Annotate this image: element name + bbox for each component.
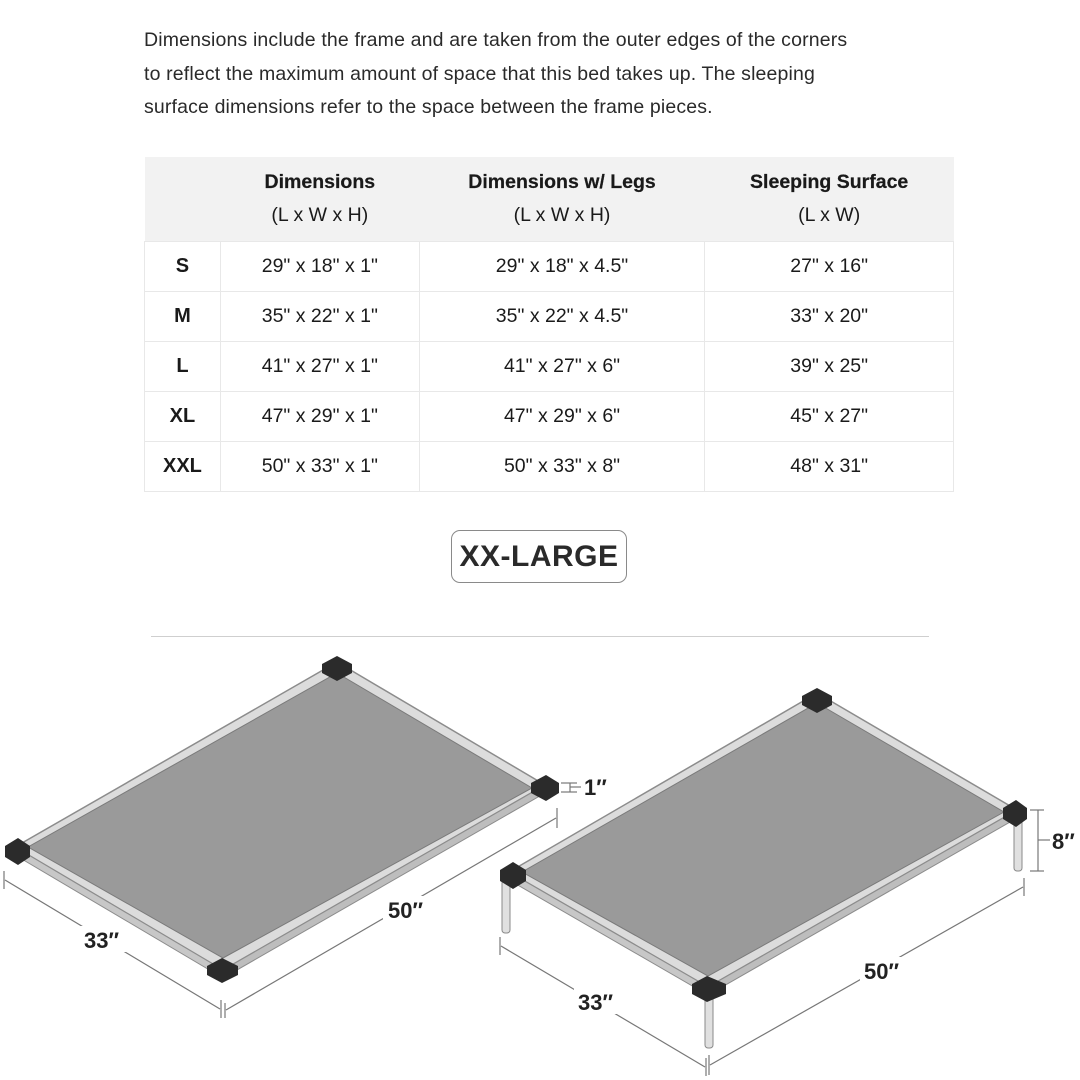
bed-mesh <box>522 703 1004 976</box>
bed-dimensions-illustration <box>0 640 1080 1080</box>
header-dimensions: Dimensions (L x W x H) <box>220 157 419 242</box>
length-label: 50″ <box>864 959 900 984</box>
table-row <box>145 292 954 342</box>
height-marker <box>561 783 581 792</box>
table-row <box>145 392 954 442</box>
width-label: 33″ <box>578 990 614 1015</box>
surface-cell: 39" x 25" <box>705 342 954 392</box>
table-row <box>145 242 954 292</box>
description-line-2: to reflect the maximum amount of space that this bed takes up. The sleeping <box>144 62 816 85</box>
bed-without-legs-illustration <box>4 656 607 1018</box>
surface-cell: 45" x 27" <box>705 392 954 442</box>
height-label: 8″ <box>1052 829 1075 854</box>
size-cell: S <box>145 242 221 292</box>
height-marker <box>1030 810 1050 871</box>
width-label: 33″ <box>84 928 120 953</box>
size-cell: L <box>145 342 221 392</box>
dimensions-legs-cell: 29" x 18" x 4.5" <box>419 242 705 292</box>
surface-cell: 33" x 20" <box>705 292 954 342</box>
table-header-row <box>145 157 954 242</box>
dimensions-cell: 41" x 27" x 1" <box>220 342 419 392</box>
surface-cell: 48" x 31" <box>705 442 954 492</box>
size-cell: M <box>145 292 221 342</box>
dimensions-legs-cell: 35" x 22" x 4.5" <box>419 292 705 342</box>
dimensions-cell: 47" x 29" x 1" <box>220 392 419 442</box>
dimensions-cell: 29" x 18" x 1" <box>220 242 419 292</box>
section-divider <box>151 636 929 637</box>
bed-with-legs-illustration <box>500 688 1075 1076</box>
dimensions-cell: 35" x 22" x 1" <box>220 292 419 342</box>
bed-mesh <box>28 673 532 958</box>
surface-cell: 27" x 16" <box>705 242 954 292</box>
size-cell: XXL <box>145 442 221 492</box>
description-text <box>144 24 944 125</box>
dimensions-legs-cell: 50" x 33" x 8" <box>419 442 705 492</box>
table-row <box>145 442 954 492</box>
header-dimensions-with-legs: Dimensions w/ Legs (L x W x H) <box>419 157 705 242</box>
size-dimensions-table <box>144 157 954 492</box>
dimensions-cell: 50" x 33" x 1" <box>220 442 419 492</box>
dimensions-legs-cell: 47" x 29" x 6" <box>419 392 705 442</box>
table-row <box>145 342 954 392</box>
dimensions-legs-cell: 41" x 27" x 6" <box>419 342 705 392</box>
header-sleeping-surface: Sleeping Surface (L x W) <box>705 157 954 242</box>
length-label: 50″ <box>388 898 424 923</box>
description-line-1: Dimensions include the frame and are taken from the outer edges of the corners <box>144 29 848 51</box>
size-badge: XX-LARGE <box>451 530 627 583</box>
header-size <box>145 157 221 242</box>
height-label: 1″ <box>584 775 607 800</box>
description-line-3: surface dimensions refer to the space between the frame pieces. <box>144 96 713 118</box>
size-cell: XL <box>145 392 221 442</box>
